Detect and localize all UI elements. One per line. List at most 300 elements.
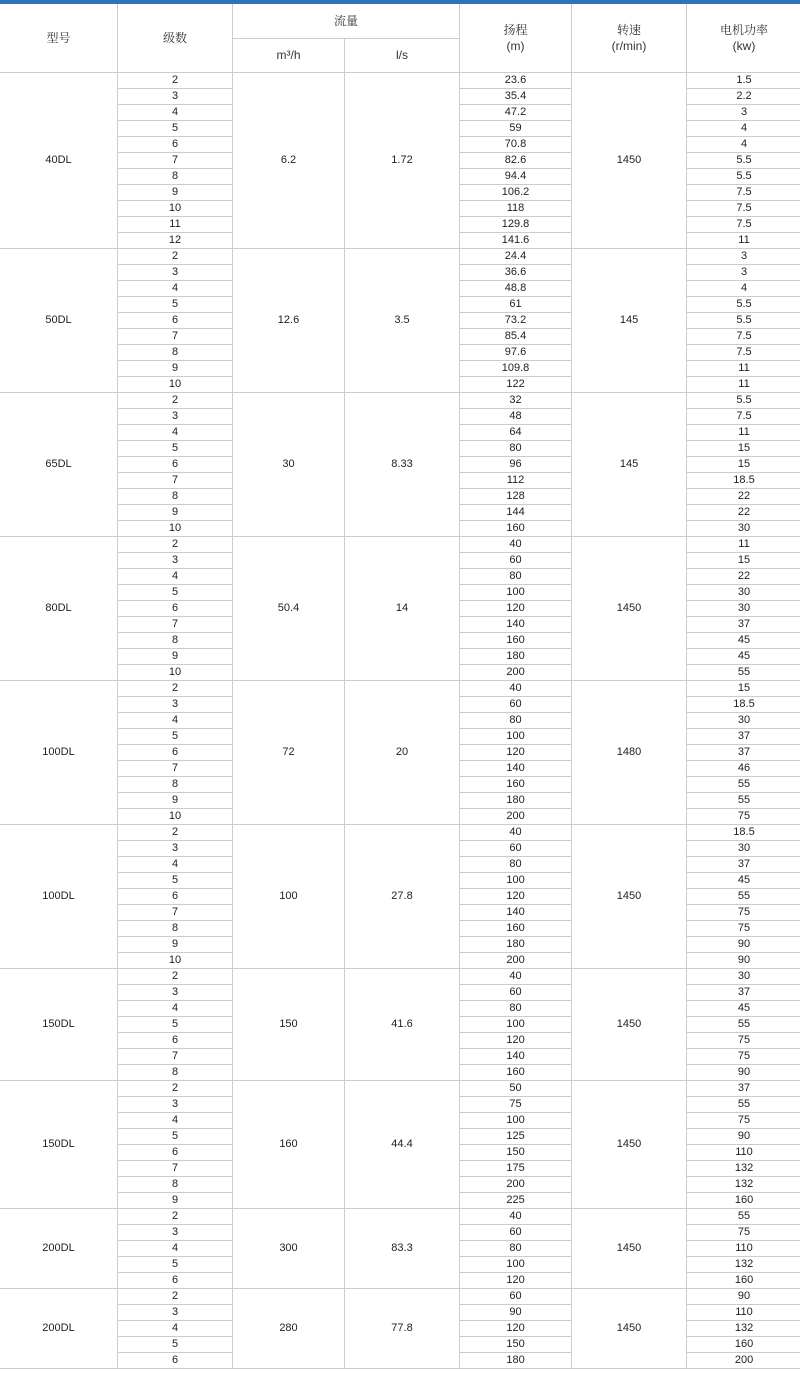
power-cell: 5.5	[687, 296, 800, 312]
head-cell: 118	[460, 200, 572, 216]
power-cell: 11	[687, 360, 800, 376]
head-cell: 60	[460, 696, 572, 712]
stage-cell: 9	[118, 504, 233, 520]
stage-cell: 5	[118, 1256, 233, 1272]
flow-m3h-cell: 160	[233, 1080, 345, 1208]
stage-cell: 8	[118, 920, 233, 936]
stage-cell: 7	[118, 1160, 233, 1176]
head-cell: 80	[460, 1240, 572, 1256]
flow-m3h-cell: 30	[233, 392, 345, 536]
power-cell: 110	[687, 1240, 800, 1256]
power-cell: 75	[687, 808, 800, 824]
power-cell: 22	[687, 504, 800, 520]
power-cell: 200	[687, 1352, 800, 1368]
model-cell: 65DL	[0, 392, 118, 536]
power-cell: 3	[687, 104, 800, 120]
header-power	[687, 4, 800, 72]
head-cell: 109.8	[460, 360, 572, 376]
power-cell: 2.2	[687, 88, 800, 104]
power-cell: 4	[687, 280, 800, 296]
stage-cell: 3	[118, 264, 233, 280]
stage-cell: 10	[118, 664, 233, 680]
header-model: 型号	[0, 4, 118, 72]
stage-cell: 11	[118, 216, 233, 232]
header-speed	[572, 4, 687, 72]
stage-cell: 3	[118, 1224, 233, 1240]
flow-m3h-cell: 100	[233, 824, 345, 968]
power-cell: 132	[687, 1176, 800, 1192]
power-cell: 45	[687, 1000, 800, 1016]
speed-cell: 145	[572, 248, 687, 392]
head-cell: 100	[460, 584, 572, 600]
speed-cell: 1450	[572, 1208, 687, 1288]
stage-cell: 6	[118, 600, 233, 616]
stage-cell: 6	[118, 1352, 233, 1368]
head-cell: 60	[460, 1288, 572, 1304]
power-cell: 22	[687, 488, 800, 504]
power-cell: 30	[687, 520, 800, 536]
head-cell: 120	[460, 1320, 572, 1336]
head-cell: 48.8	[460, 280, 572, 296]
power-cell: 90	[687, 952, 800, 968]
model-cell: 200DL	[0, 1208, 118, 1288]
stage-cell: 3	[118, 984, 233, 1000]
head-cell: 85.4	[460, 328, 572, 344]
power-cell: 3	[687, 248, 800, 264]
power-cell: 4	[687, 120, 800, 136]
head-cell: 200	[460, 664, 572, 680]
power-cell: 3	[687, 264, 800, 280]
flow-ls-cell: 3.5	[345, 248, 460, 392]
power-cell: 11	[687, 376, 800, 392]
stage-cell: 5	[118, 872, 233, 888]
power-cell: 18.5	[687, 472, 800, 488]
power-cell: 30	[687, 584, 800, 600]
head-cell: 48	[460, 408, 572, 424]
head-cell: 60	[460, 552, 572, 568]
head-cell: 50	[460, 1080, 572, 1096]
head-cell: 100	[460, 1016, 572, 1032]
power-cell: 75	[687, 1032, 800, 1048]
speed-cell: 1450	[572, 72, 687, 248]
spec-row	[0, 1288, 800, 1304]
head-cell: 140	[460, 616, 572, 632]
power-cell: 75	[687, 1112, 800, 1128]
flow-ls-cell: 8.33	[345, 392, 460, 536]
head-cell: 40	[460, 1208, 572, 1224]
stage-cell: 6	[118, 1144, 233, 1160]
stage-cell: 5	[118, 1336, 233, 1352]
speed-cell: 1450	[572, 1288, 687, 1368]
stage-cell: 9	[118, 184, 233, 200]
power-cell: 37	[687, 728, 800, 744]
speed-cell: 1450	[572, 824, 687, 968]
header-power-title: 电机功率	[720, 22, 769, 37]
head-cell: 180	[460, 1352, 572, 1368]
stage-cell: 2	[118, 392, 233, 408]
spec-row	[0, 824, 800, 840]
head-cell: 129.8	[460, 216, 572, 232]
head-cell: 106.2	[460, 184, 572, 200]
head-cell: 160	[460, 632, 572, 648]
power-cell: 55	[687, 664, 800, 680]
flow-ls-cell: 44.4	[345, 1080, 460, 1208]
power-cell: 90	[687, 1128, 800, 1144]
flow-m3h-cell: 12.6	[233, 248, 345, 392]
head-cell: 70.8	[460, 136, 572, 152]
power-cell: 46	[687, 760, 800, 776]
head-cell: 80	[460, 440, 572, 456]
head-cell: 180	[460, 648, 572, 664]
head-cell: 225	[460, 1192, 572, 1208]
power-cell: 7.5	[687, 184, 800, 200]
head-cell: 64	[460, 424, 572, 440]
stage-cell: 7	[118, 760, 233, 776]
spec-row	[0, 248, 800, 264]
power-cell: 5.5	[687, 152, 800, 168]
power-cell: 15	[687, 552, 800, 568]
power-cell: 11	[687, 232, 800, 248]
stage-cell: 7	[118, 904, 233, 920]
head-cell: 120	[460, 1272, 572, 1288]
head-cell: 120	[460, 600, 572, 616]
head-cell: 140	[460, 904, 572, 920]
power-cell: 30	[687, 968, 800, 984]
head-cell: 128	[460, 488, 572, 504]
power-cell: 160	[687, 1336, 800, 1352]
power-cell: 7.5	[687, 216, 800, 232]
stage-cell: 7	[118, 616, 233, 632]
power-cell: 55	[687, 888, 800, 904]
head-cell: 59	[460, 120, 572, 136]
power-cell: 37	[687, 616, 800, 632]
power-cell: 90	[687, 1064, 800, 1080]
head-cell: 40	[460, 824, 572, 840]
stage-cell: 3	[118, 88, 233, 104]
flow-ls-cell: 20	[345, 680, 460, 824]
head-cell: 160	[460, 520, 572, 536]
stage-cell: 2	[118, 1208, 233, 1224]
head-cell: 200	[460, 808, 572, 824]
stage-cell: 7	[118, 472, 233, 488]
flow-ls-cell: 27.8	[345, 824, 460, 968]
power-cell: 18.5	[687, 824, 800, 840]
power-cell: 75	[687, 1048, 800, 1064]
flow-m3h-cell: 150	[233, 968, 345, 1080]
spec-row	[0, 1208, 800, 1224]
head-cell: 96	[460, 456, 572, 472]
stage-cell: 6	[118, 888, 233, 904]
table-header	[0, 4, 800, 72]
stage-cell: 4	[118, 280, 233, 296]
stage-cell: 8	[118, 1176, 233, 1192]
head-cell: 75	[460, 1096, 572, 1112]
head-cell: 180	[460, 792, 572, 808]
head-cell: 150	[460, 1144, 572, 1160]
head-cell: 40	[460, 536, 572, 552]
head-cell: 141.6	[460, 232, 572, 248]
head-cell: 80	[460, 856, 572, 872]
spec-row	[0, 968, 800, 984]
power-cell: 75	[687, 1224, 800, 1240]
head-cell: 140	[460, 760, 572, 776]
head-cell: 120	[460, 744, 572, 760]
stage-cell: 4	[118, 856, 233, 872]
stage-cell: 4	[118, 424, 233, 440]
flow-m3h-cell: 6.2	[233, 72, 345, 248]
model-cell: 150DL	[0, 968, 118, 1080]
power-cell: 15	[687, 440, 800, 456]
power-cell: 132	[687, 1320, 800, 1336]
head-cell: 80	[460, 568, 572, 584]
power-cell: 160	[687, 1272, 800, 1288]
head-cell: 61	[460, 296, 572, 312]
power-cell: 132	[687, 1160, 800, 1176]
stage-cell: 5	[118, 728, 233, 744]
stage-cell: 4	[118, 712, 233, 728]
model-cell: 100DL	[0, 680, 118, 824]
power-cell: 90	[687, 936, 800, 952]
stage-cell: 5	[118, 440, 233, 456]
stage-cell: 10	[118, 376, 233, 392]
stage-cell: 4	[118, 1112, 233, 1128]
stage-cell: 8	[118, 1064, 233, 1080]
stage-cell: 9	[118, 792, 233, 808]
head-cell: 73.2	[460, 312, 572, 328]
head-cell: 112	[460, 472, 572, 488]
stage-cell: 7	[118, 1048, 233, 1064]
head-cell: 97.6	[460, 344, 572, 360]
header-flow: 流量	[233, 4, 460, 38]
power-cell: 55	[687, 792, 800, 808]
spec-row	[0, 72, 800, 88]
head-cell: 160	[460, 776, 572, 792]
spec-row	[0, 680, 800, 696]
power-cell: 4	[687, 136, 800, 152]
table-body	[0, 72, 800, 1368]
stage-cell: 9	[118, 648, 233, 664]
head-cell: 40	[460, 968, 572, 984]
stage-cell: 5	[118, 120, 233, 136]
spec-row	[0, 392, 800, 408]
head-cell: 175	[460, 1160, 572, 1176]
model-cell: 200DL	[0, 1288, 118, 1368]
spec-row	[0, 536, 800, 552]
power-cell: 30	[687, 712, 800, 728]
head-cell: 200	[460, 1176, 572, 1192]
model-cell: 150DL	[0, 1080, 118, 1208]
power-cell: 22	[687, 568, 800, 584]
flow-ls-cell: 83.3	[345, 1208, 460, 1288]
pump-spec-table	[0, 4, 800, 1369]
power-cell: 5.5	[687, 168, 800, 184]
stage-cell: 3	[118, 408, 233, 424]
stage-cell: 2	[118, 1080, 233, 1096]
header-speed-title: 转速	[617, 22, 642, 37]
head-cell: 40	[460, 680, 572, 696]
head-cell: 80	[460, 1000, 572, 1016]
head-cell: 122	[460, 376, 572, 392]
power-cell: 55	[687, 1208, 800, 1224]
power-cell: 110	[687, 1304, 800, 1320]
stage-cell: 2	[118, 248, 233, 264]
stage-cell: 2	[118, 1288, 233, 1304]
header-stages: 级数	[118, 4, 233, 72]
power-cell: 30	[687, 600, 800, 616]
power-cell: 5.5	[687, 312, 800, 328]
header-power-unit: (kw)	[732, 38, 756, 53]
head-cell: 160	[460, 1064, 572, 1080]
stage-cell: 9	[118, 1192, 233, 1208]
head-cell: 150	[460, 1336, 572, 1352]
head-cell: 47.2	[460, 104, 572, 120]
power-cell: 55	[687, 776, 800, 792]
stage-cell: 3	[118, 552, 233, 568]
stage-cell: 10	[118, 808, 233, 824]
stage-cell: 2	[118, 824, 233, 840]
speed-cell: 145	[572, 392, 687, 536]
speed-cell: 1450	[572, 1080, 687, 1208]
stage-cell: 10	[118, 520, 233, 536]
power-cell: 45	[687, 872, 800, 888]
stage-cell: 3	[118, 1304, 233, 1320]
model-cell: 80DL	[0, 536, 118, 680]
header-row-1	[0, 4, 800, 38]
head-cell: 32	[460, 392, 572, 408]
power-cell: 7.5	[687, 200, 800, 216]
stage-cell: 6	[118, 1272, 233, 1288]
head-cell: 125	[460, 1128, 572, 1144]
power-cell: 37	[687, 1080, 800, 1096]
stage-cell: 4	[118, 568, 233, 584]
header-flow-m3h: m³/h	[233, 38, 345, 72]
head-cell: 80	[460, 712, 572, 728]
header-head-unit: (m)	[506, 38, 525, 53]
flow-m3h-cell: 280	[233, 1288, 345, 1368]
flow-m3h-cell: 300	[233, 1208, 345, 1288]
stage-cell: 7	[118, 152, 233, 168]
power-cell: 30	[687, 840, 800, 856]
head-cell: 60	[460, 1224, 572, 1240]
power-cell: 1.5	[687, 72, 800, 88]
head-cell: 100	[460, 1256, 572, 1272]
head-cell: 180	[460, 936, 572, 952]
speed-cell: 1450	[572, 968, 687, 1080]
stage-cell: 8	[118, 776, 233, 792]
power-cell: 7.5	[687, 408, 800, 424]
head-cell: 140	[460, 1048, 572, 1064]
header-speed-unit: (r/min)	[611, 38, 647, 53]
head-cell: 82.6	[460, 152, 572, 168]
head-cell: 100	[460, 1112, 572, 1128]
head-cell: 144	[460, 504, 572, 520]
stage-cell: 9	[118, 360, 233, 376]
head-cell: 60	[460, 984, 572, 1000]
power-cell: 160	[687, 1192, 800, 1208]
stage-cell: 4	[118, 1000, 233, 1016]
stage-cell: 6	[118, 744, 233, 760]
head-cell: 36.6	[460, 264, 572, 280]
stage-cell: 6	[118, 136, 233, 152]
stage-cell: 9	[118, 936, 233, 952]
speed-cell: 1480	[572, 680, 687, 824]
model-cell: 100DL	[0, 824, 118, 968]
head-cell: 94.4	[460, 168, 572, 184]
power-cell: 37	[687, 984, 800, 1000]
power-cell: 11	[687, 424, 800, 440]
head-cell: 200	[460, 952, 572, 968]
power-cell: 132	[687, 1256, 800, 1272]
stage-cell: 5	[118, 1128, 233, 1144]
stage-cell: 6	[118, 312, 233, 328]
stage-cell: 8	[118, 632, 233, 648]
power-cell: 110	[687, 1144, 800, 1160]
model-cell: 50DL	[0, 248, 118, 392]
stage-cell: 8	[118, 168, 233, 184]
power-cell: 7.5	[687, 328, 800, 344]
power-cell: 37	[687, 744, 800, 760]
head-cell: 100	[460, 728, 572, 744]
stage-cell: 12	[118, 232, 233, 248]
power-cell: 55	[687, 1016, 800, 1032]
power-cell: 5.5	[687, 392, 800, 408]
power-cell: 90	[687, 1288, 800, 1304]
power-cell: 45	[687, 648, 800, 664]
stage-cell: 2	[118, 968, 233, 984]
stage-cell: 10	[118, 952, 233, 968]
power-cell: 55	[687, 1096, 800, 1112]
power-cell: 75	[687, 904, 800, 920]
power-cell: 11	[687, 536, 800, 552]
stage-cell: 10	[118, 200, 233, 216]
head-cell: 160	[460, 920, 572, 936]
flow-ls-cell: 41.6	[345, 968, 460, 1080]
head-cell: 120	[460, 1032, 572, 1048]
power-cell: 45	[687, 632, 800, 648]
power-cell: 7.5	[687, 344, 800, 360]
power-cell: 15	[687, 456, 800, 472]
power-cell: 18.5	[687, 696, 800, 712]
stage-cell: 4	[118, 1320, 233, 1336]
spec-row	[0, 1080, 800, 1096]
stage-cell: 8	[118, 488, 233, 504]
power-cell: 75	[687, 920, 800, 936]
flow-m3h-cell: 72	[233, 680, 345, 824]
flow-m3h-cell: 50.4	[233, 536, 345, 680]
power-cell: 37	[687, 856, 800, 872]
stage-cell: 6	[118, 1032, 233, 1048]
head-cell: 60	[460, 840, 572, 856]
stage-cell: 4	[118, 104, 233, 120]
head-cell: 120	[460, 888, 572, 904]
stage-cell: 6	[118, 456, 233, 472]
stage-cell: 7	[118, 328, 233, 344]
speed-cell: 1450	[572, 536, 687, 680]
head-cell: 24.4	[460, 248, 572, 264]
head-cell: 90	[460, 1304, 572, 1320]
header-flow-ls: l/s	[345, 38, 460, 72]
flow-ls-cell: 77.8	[345, 1288, 460, 1368]
stage-cell: 5	[118, 584, 233, 600]
stage-cell: 3	[118, 1096, 233, 1112]
model-cell: 40DL	[0, 72, 118, 248]
stage-cell: 4	[118, 1240, 233, 1256]
header-head-title: 扬程	[503, 22, 528, 37]
stage-cell: 3	[118, 840, 233, 856]
stage-cell: 5	[118, 296, 233, 312]
power-cell: 15	[687, 680, 800, 696]
stage-cell: 5	[118, 1016, 233, 1032]
